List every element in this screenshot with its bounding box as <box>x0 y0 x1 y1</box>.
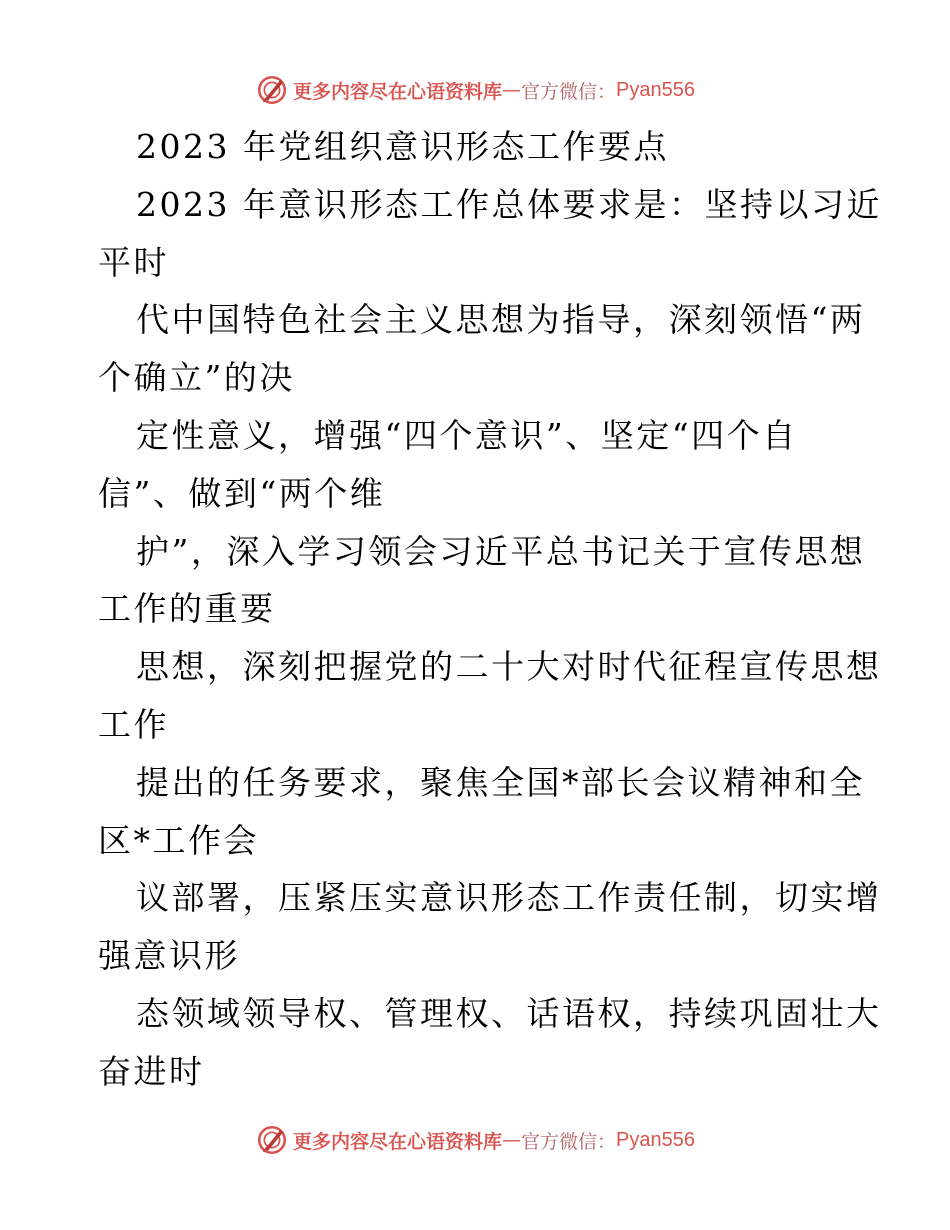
text-line: 平时 <box>98 242 169 282</box>
quill-emblem-icon <box>255 73 289 107</box>
watermark-account-label: 官方微信： <box>521 1130 617 1153</box>
watermark-dash: — <box>502 79 522 101</box>
quill-emblem-icon <box>255 1123 289 1157</box>
watermark-account-label: 官方微信： <box>521 80 617 103</box>
text-line: 议部署，压紧压实意识形态工作责任制，切实增 <box>136 878 882 918</box>
text-line: 定性意义，增强“四个意识”、坚定“四个自 <box>136 415 798 455</box>
watermark-wechat-id: Pyan556 <box>616 1128 695 1151</box>
text-line: 工作 <box>98 704 169 744</box>
watermark-dash: — <box>502 1129 522 1151</box>
text-line: 工作的重要 <box>98 589 276 629</box>
document-body <box>98 118 882 1101</box>
text-line: 态领域领导权、管理权、话语权，持续巩固壮大 <box>136 993 882 1033</box>
watermark-text: 更多内容尽在心语资料库 <box>293 80 503 103</box>
document-title: 2023 年党组织意识形态工作要点 <box>136 127 669 166</box>
text-line: 信”、做到“两个维 <box>98 473 386 513</box>
text-line: 奋进时 <box>98 1051 205 1091</box>
text-line: 2023 年意识形态工作总体要求是：坚持以习近 <box>136 184 882 224</box>
text-line: 代中国特色社会主义思想为指导，深刻领悟“两 <box>136 300 866 340</box>
watermark-footer <box>0 1120 950 1160</box>
watermark-header <box>0 70 950 110</box>
text-line: 思想，深刻把握党的二十大对时代征程宣传思想 <box>136 647 882 687</box>
watermark-text: 更多内容尽在心语资料库 <box>293 1130 503 1153</box>
text-line: 个确立”的决 <box>98 358 295 398</box>
text-line: 护”，深入学习领会习近平总书记关于宣传思想 <box>136 531 866 571</box>
text-line: 强意识形 <box>98 936 240 976</box>
watermark-wechat-id: Pyan556 <box>616 78 695 101</box>
text-line: 区*工作会 <box>98 820 259 860</box>
text-line: 提出的任务要求，聚焦全国*部长会议精神和全 <box>136 762 865 802</box>
